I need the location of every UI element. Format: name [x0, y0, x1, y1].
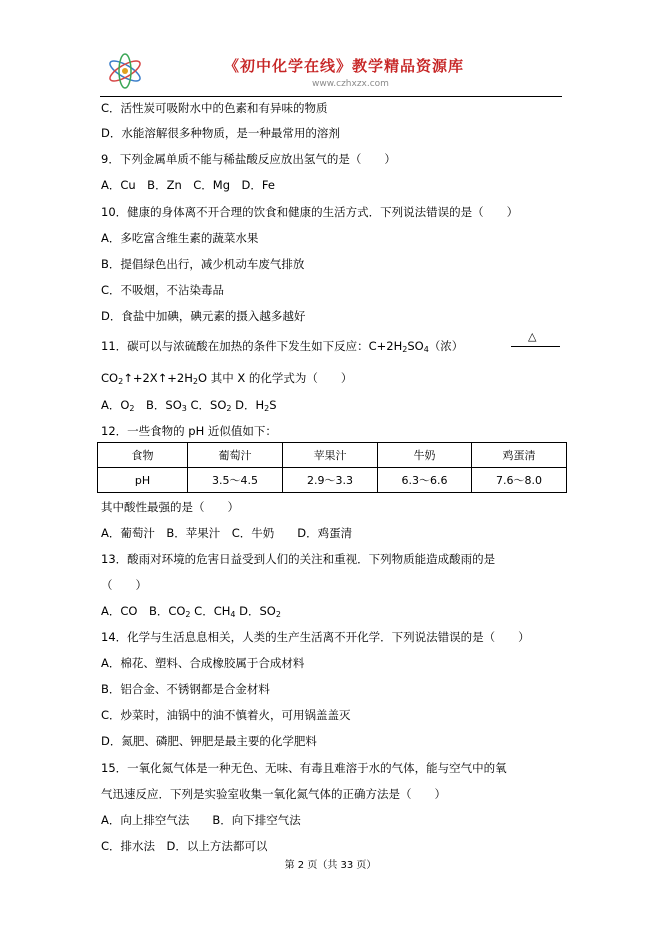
option-line: B．提倡绿色出行，减少机动车废气排放 — [101, 257, 305, 271]
option-line: C．不吸烟，不沾染毒品 — [101, 283, 225, 297]
table-cell: 6.3～6.6 — [378, 468, 472, 493]
table-cell: pH — [98, 468, 188, 493]
table-cell: 7.6～8.0 — [472, 468, 567, 493]
option-line: D．氮肥、磷肥、钾肥是最主要的化学肥料 — [101, 734, 317, 748]
question-12: 12．一些食物的 pH 近似值如下： — [101, 424, 277, 438]
table-row — [98, 468, 567, 493]
text-line: D．水能溶解很多种物质，是一种最常用的溶剂 — [101, 126, 340, 140]
text-line: C．活性炭可吸附水中的色素和有异味的物质 — [101, 101, 328, 115]
option-line: A．向上排空气法 B．向下排空气法 — [101, 813, 301, 827]
question-11-options: A．$O_2$ B．$SO_3$ C．$SO_2$ D．$H_2S$ — [101, 398, 277, 413]
table-cell: 3.5～4.5 — [188, 468, 283, 493]
option-line: A．棉花、塑料、合成橡胶属于合成材料 — [101, 656, 305, 670]
question-12-options: A．葡萄汁 B．苹果汁 C．牛奶 D．鸡蛋清 — [101, 526, 353, 540]
question-11: 11．碳可以与浓硫酸在加热的条件下发生如下反应：$C+2H_2SO_4$（浓） — [101, 339, 464, 354]
question-14: 14．化学与生活息息相关，人类的生产生活离不开化学．下列说法错误的是（ ） — [101, 630, 530, 644]
option-line: D．食盐中加碘，碘元素的摄入越多越好 — [101, 309, 306, 323]
heat-symbol: △ — [528, 330, 537, 343]
table-row — [98, 443, 567, 468]
question-15-cont: 气迅速反应．下列是实验室收集一氧化氮气体的正确方法是（ ） — [101, 787, 446, 801]
atom-logo-icon — [104, 50, 146, 92]
question-11-cont: $CO_2↑+2X↑+2H_2O$ 其中 X 的化学式为（ ） — [101, 371, 353, 386]
question-13: 13．酸雨对环境的危害日益受到人们的关注和重视．下列物质能造成酸雨的是 — [101, 552, 496, 566]
question-10: 10．健康的身体离不开合理的饮食和健康的生活方式．下列说法错误的是（ ） — [101, 205, 519, 219]
page-header — [100, 48, 562, 97]
table-header-cell: 鸡蛋清 — [472, 443, 567, 468]
option-line: C．炒菜时，油锅中的油不慎着火，可用锅盖盖灭 — [101, 708, 351, 722]
table-header-cell: 葡萄汁 — [188, 443, 283, 468]
option-line: A．多吃富含维生素的蔬菜水果 — [101, 231, 259, 245]
question-13-options: A．CO B．$CO_2$ C．$CH_4$ D．$SO_2$ — [101, 604, 281, 619]
option-line: C．排水法 D．以上方法都可以 — [101, 839, 268, 853]
ph-table — [97, 442, 567, 493]
table-header-cell: 食物 — [98, 443, 188, 468]
table-header-cell: 苹果汁 — [283, 443, 378, 468]
question-9-options: A．Cu B．Zn C．Mg D．Fe — [101, 178, 275, 192]
option-line: B．铝合金、不锈钢都是合金材料 — [101, 682, 270, 696]
table-cell: 2.9～3.3 — [283, 468, 378, 493]
table-header-cell: 牛奶 — [378, 443, 472, 468]
brand-title: 《初中化学在线》教学精品资源库 — [224, 57, 465, 75]
question-12-prompt: 其中酸性最强的是（ ） — [101, 500, 239, 514]
question-15: 15．一氧化氮气体是一种无色、无味、有毒且难溶于水的气体，能与空气中的氧 — [101, 761, 507, 775]
reaction-arrow — [511, 346, 560, 347]
brand-url: www.czhxzx.com — [312, 79, 389, 89]
question-9: 9．下列金属单质不能与稀盐酸反应放出氢气的是（ ） — [101, 152, 396, 166]
page-footer: 第 2 页（共 33 页） — [284, 860, 377, 871]
question-13-paren: （ ） — [101, 578, 147, 592]
